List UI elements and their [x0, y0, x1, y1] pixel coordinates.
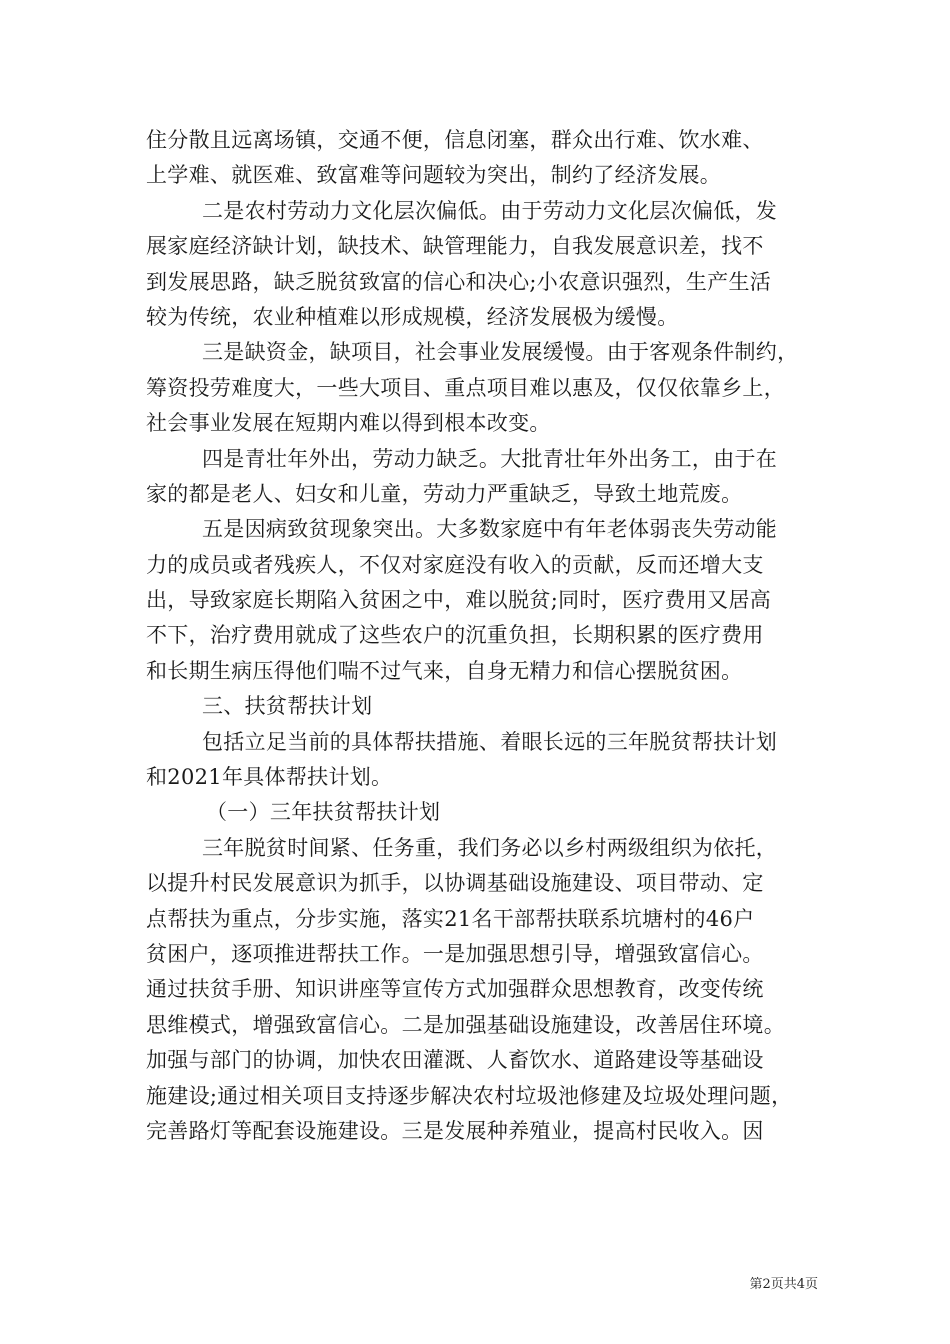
paragraph-start: 五是因病致贫现象突出。大多数家庭中有年老体弱丧失劳动能	[202, 517, 778, 542]
text-line: 施建设;通过相关项目支持逐步解决农村垃圾池修建及垃圾处理问题，	[146, 1083, 793, 1108]
text-line: 筹资投劳难度大，一些大项目、重点项目难以惠及，仅仅依靠乡上，	[146, 375, 785, 400]
text-line: 出，导致家庭长期陷入贫困之中，难以脱贫;同时，医疗费用又居高	[146, 588, 772, 613]
text-line: 完善路灯等配套设施建设。三是发展种养殖业，提高村民收入。因	[146, 1118, 764, 1143]
text-line: 和长期生病压得他们喘不过气来，自身无精力和信心摆脱贫困。	[146, 658, 743, 683]
paragraph-start: 二是农村劳动力文化层次偏低。由于劳动力文化层次偏低，发	[202, 198, 778, 223]
text-line: 展家庭经济缺计划，缺技术、缺管理能力，自我发展意识差，找不	[146, 234, 764, 259]
text-line: 到发展思路，缺乏脱贫致富的信心和决心;小农意识强烈，生产生活	[146, 269, 772, 294]
text-line: 社会事业发展在短期内难以得到根本改变。	[146, 411, 551, 436]
text-line: 力的成员或者残疾人，不仅对家庭没有收入的贡献，反而还增大支	[146, 552, 764, 577]
text-line: 和2021年具体帮扶计划。	[146, 765, 393, 790]
body-text	[146, 123, 818, 1149]
text-line: 较为传统，农业种植难以形成规模，经济发展极为缓慢。	[146, 304, 679, 329]
paragraph-start: 包括立足当前的具体帮扶措施、着眼长远的三年脱贫帮扶计划	[202, 729, 778, 754]
text-line: 通过扶贫手册、知识讲座等宣传方式加强群众思想教育，改变传统	[146, 977, 764, 1002]
paragraph-start: 三年脱贫时间紧、任务重，我们务必以乡村两级组织为依托，	[202, 835, 778, 860]
text-line: 家的都是老人、妇女和儿童，劳动力严重缺乏，导致土地荒废。	[146, 481, 743, 506]
section-heading: 三、扶贫帮扶计划	[202, 694, 373, 719]
text-line: 点帮扶为重点，分步实施，落实21名干部帮扶联系坑塘村的46户	[146, 906, 755, 931]
paragraph-start: 四是青壮年外出，劳动力缺乏。大批青壮年外出务工，由于在	[202, 446, 778, 471]
paragraph-start: 三是缺资金，缺项目，社会事业发展缓慢。由于客观条件制约，	[202, 340, 799, 365]
text-line: 不下，治疗费用就成了这些农户的沉重负担，长期积累的医疗费用	[146, 623, 764, 648]
page-number: 第2页共4页	[749, 1277, 818, 1292]
text-line: 贫困户，逐项推进帮扶工作。一是加强思想引导，增强致富信心。	[146, 941, 764, 966]
subsection-heading: （一）三年扶贫帮扶计划	[206, 800, 441, 825]
text-line: 上学难、就医难、致富难等问题较为突出，制约了经济发展。	[146, 163, 722, 188]
text-line: 住分散且远离场镇，交通不便，信息闭塞，群众出行难、饮水难、	[146, 128, 764, 152]
text-line: 思维模式，增强致富信心。二是加强基础设施建设，改善居住环境。	[146, 1012, 785, 1037]
text-line: 加强与部门的协调，加快农田灌溉、人畜饮水、道路建设等基础设	[146, 1048, 764, 1073]
text-line: 以提升村民发展意识为抓手，以协调基础设施建设、项目带动、定	[146, 871, 764, 896]
